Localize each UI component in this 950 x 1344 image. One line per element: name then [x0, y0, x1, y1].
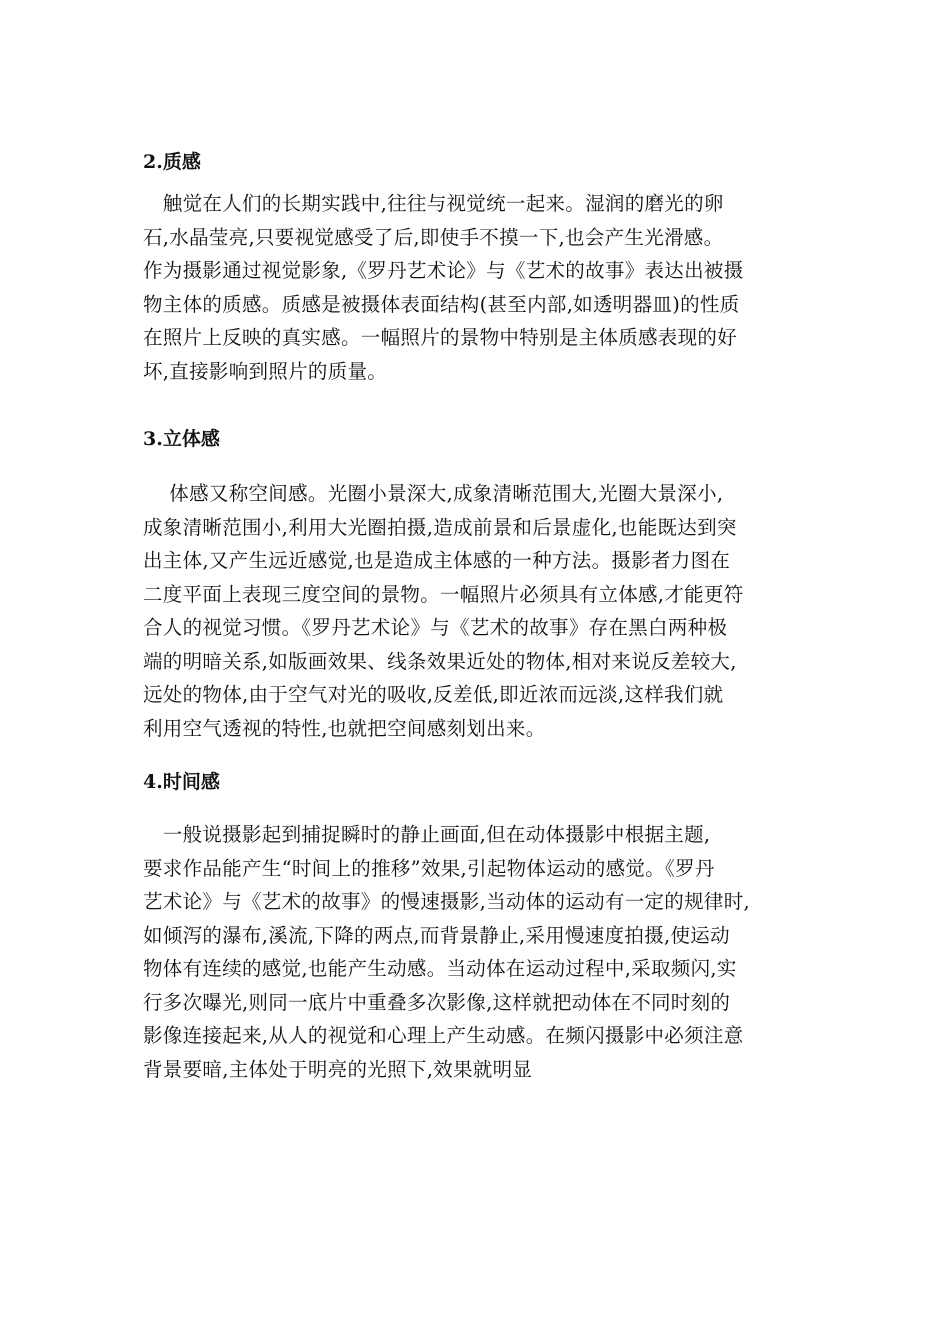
paragraph-line: 成象清晰范围小,利用大光圈拍摄,造成前景和后景虚化,也能既达到突 — [143, 515, 737, 539]
paragraph-time — [143, 818, 848, 1086]
paragraph-line: 利用空气透视的特性,也就把空间感刻划出来。 — [143, 716, 546, 740]
paragraph-line: 作为摄影通过视觉影象,《罗丹艺术论》与《艺术的故事》表达出被摄 — [143, 259, 744, 282]
paragraph-line: 合人的视觉习惯。《罗丹艺术论》与《艺术的故事》存在黑白两种极 — [143, 616, 728, 639]
paragraph-texture — [143, 187, 848, 388]
paragraph-line: 在照片上反映的真实感。一幅照片的景物中特别是主体质感表现的好 — [143, 326, 738, 349]
paragraph-line: 出主体,又产生远近感觉,也是造成主体感的一种方法。摄影者力图在 — [143, 549, 731, 572]
paragraph-line: 要求作品能产生“时间上的推移”效果,引起物体运动的感觉。《罗丹 — [143, 856, 715, 880]
paragraph-stereo — [143, 477, 848, 745]
paragraph-line: 物主体的质感。质感是被摄体表面结构(甚至内部,如透明器皿)的性质 — [143, 292, 740, 316]
paragraph-line: 如倾泻的瀑布,溪流,下降的两点,而背景静止,采用慢速度拍摄,使运动 — [143, 923, 730, 947]
paragraph-line: 坏,直接影响到照片的质量。 — [143, 359, 388, 383]
paragraph-line: 影像连接起来,从人的视觉和心理上产生动感。在频闪摄影中必须注意 — [143, 1024, 744, 1047]
paragraph-line: 端的明暗关系,如版画效果、线条效果近处的物体,相对来说反差较大, — [143, 649, 737, 673]
paragraph-line: 背景要暗,主体处于明亮的光照下,效果就明显 — [143, 1057, 533, 1081]
paragraph-line: 一般说摄影起到捕捉瞬时的静止画面,但在动体摄影中根据主题, — [143, 823, 711, 846]
section-heading-time: 4.时间感 — [143, 771, 220, 793]
section-heading-stereo: 3.立体感 — [143, 428, 220, 450]
paragraph-line: 物体有连续的感觉,也能产生动感。当动体在运动过程中,采取频闪,实 — [143, 957, 737, 980]
section-heading-texture: 2.质感 — [143, 151, 201, 173]
paragraph-line: 石,水晶莹亮,只要视觉感受了后,即使手不摸一下,也会产生光滑感。 — [143, 225, 724, 249]
paragraph-line: 体感又称空间感。光圈小景深大,成象清晰范围大,光圈大景深小, — [143, 482, 724, 505]
paragraph-line: 艺术论》与《艺术的故事》的慢速摄影,当动体的运动有一定的规律时, — [143, 890, 750, 913]
paragraph-line: 二度平面上表现三度空间的景物。一幅照片必须具有立体感,才能更符 — [143, 582, 744, 606]
paragraph-line: 行多次曝光,则同一底片中重叠多次影像,这样就把动体在不同时刻的 — [143, 990, 731, 1014]
paragraph-line: 远处的物体,由于空气对光的吸收,反差低,即近浓而远淡,这样我们就 — [143, 683, 724, 706]
paragraph-line: 触觉在人们的长期实践中,往往与视觉统一起来。湿润的磨光的卵 — [143, 192, 724, 215]
